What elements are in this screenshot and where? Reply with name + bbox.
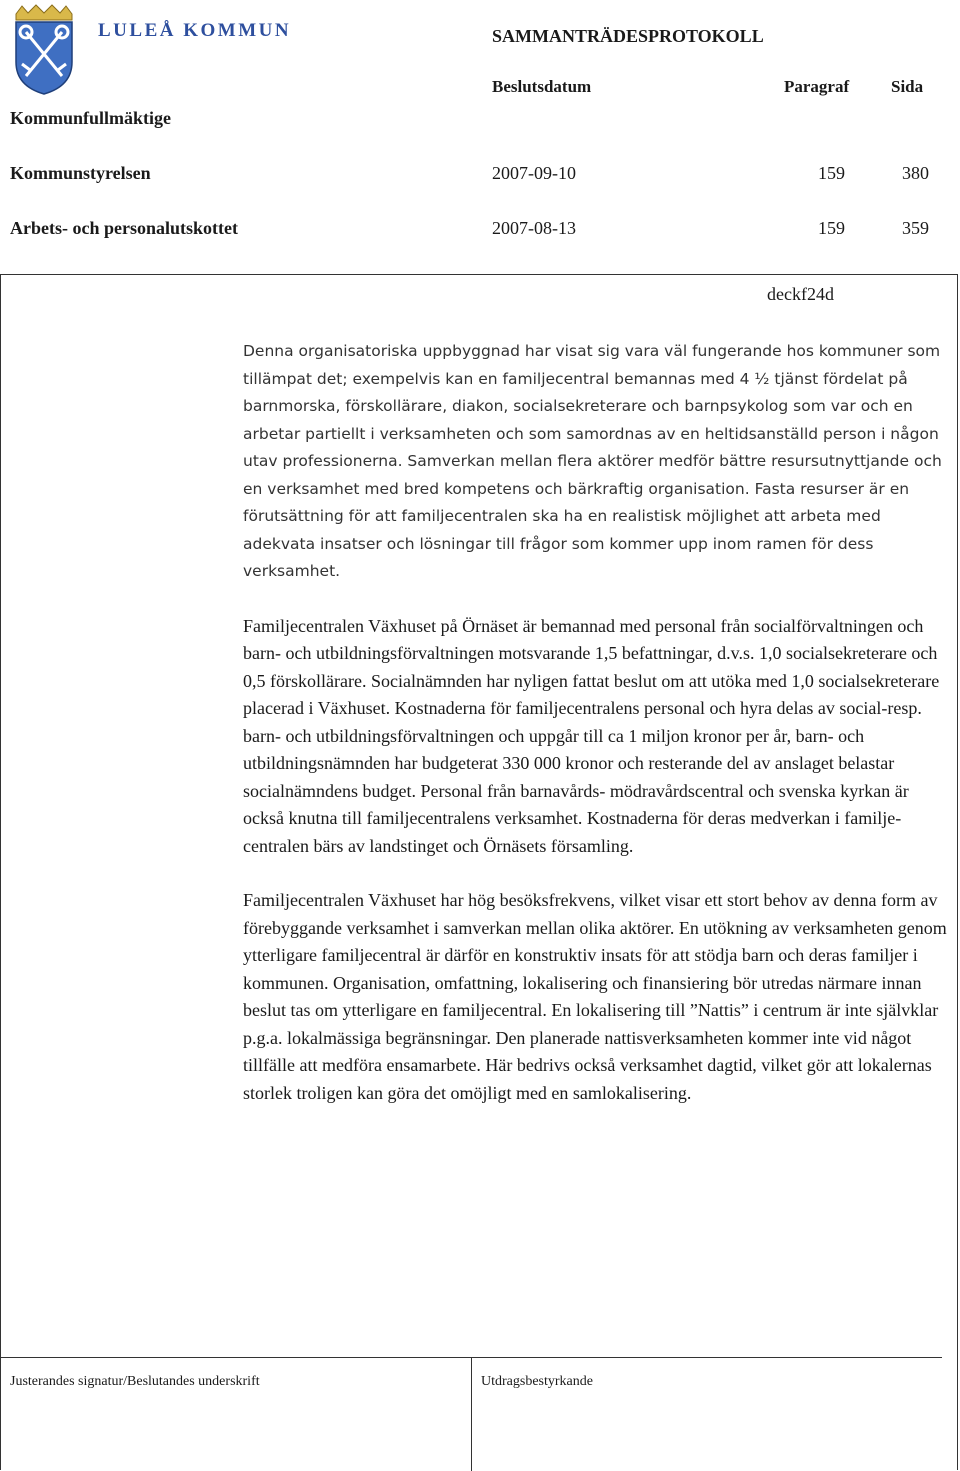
signature-field-label: Justerandes signatur/Beslutandes underskrift bbox=[10, 1374, 260, 1389]
meeting-row-name: Kommunstyrelsen bbox=[10, 163, 151, 183]
municipality-crest-logo bbox=[10, 4, 78, 96]
meeting-row-page: 359 bbox=[902, 218, 929, 238]
document-type-title: SAMMANTRÄDESPROTOKOLL bbox=[492, 26, 764, 46]
paragraph-organisation: Denna organisatoriska uppbyggnad har visat sig vara väl fungerande hos kommuner som tillämpat det; exempelvis kan en familjecentral bemannas med 4 ½ tjänst fördelat på barnmorska, förskollärare, diakon, socialsekreterare och barnpsykolog som var och en arbetar partiellt i verksamheten och som samordnas av en heltidsanställd person i någon utav professionerna. Samverkan mellan flera aktörer medför bättre resursutnyttjande och en verksamhet med bred kompetens och bärkraftig organisation. Fasta resurser är en förutsättning för att familjecentralen ska ha en realistisk möjlighet att arbeta med adekvata insatser och lösningar till frågor som kommer upp inom ramen för dess verksamhet. bbox=[243, 342, 942, 580]
organization-name: LULEÅ KOMMUN bbox=[98, 20, 292, 41]
paragraph-staffing: Familjecentralen Växhuset på Örnäset är bemannad med personal från socialförvaltningen och barn- och utbildningsförvaltningen motsvarande 1,5 befattningar, d.v.s. 1,0 socialsekreterare och 0,5 förskollärare. Socialnämnden har nyligen fattat beslut om att utöka med 1,0 socialsekreterare placerad i Växhuset. Kostnaderna för familjecentralens personal och hyra delas av social-resp. barn- och utbildningsförvaltningen och uppgår till ca 1 miljon kronor per år, barn- och utbildningsnämnden har budgeterat 330 000 kronor och resterande del av anslaget belastar socialnämndens budget. Personal från barnavårds- mödravårdscentral och svenska kyrkan är också knutna till familjecentralens verksamhet. Kostnaderna för deras medverkan i familje-centralen bärs av landstinget och Örnäsets församling. bbox=[243, 615, 940, 856]
meeting-row-page: 380 bbox=[902, 163, 929, 183]
column-header-date: Beslutsdatum bbox=[492, 77, 592, 96]
paragraph-expansion: Familjecentralen Växhuset har hög besöksfrekvens, vilket visar ett stort behov av denna form av förebyggande verksamhet i samverkan mellan olika aktörer. En utökning av verksamheten genom ytterligare familjecentral är därför en konstruktiv insats för att stödja barn och deras familjer i kommunen. Organisation, omfattning, lokalisering och finansiering bör utredas närmare innan beslut tas om ytterligare en familjecentral. En lokalisering till ”Nattis” i centrum är inte självklar p.g.a. lokalmässiga begränsningar. Den planerade nattisverksamheten kommer inte vid något tillfälle att medföra ensamarbete. Här bedrivs också verksamhet dagtid, vilket gör att lokalernas storlek troligen kan göra det omöjligt med en samlokalisering. bbox=[243, 890, 947, 1103]
certification-field-label: Utdragsbestyrkande bbox=[481, 1374, 593, 1389]
meeting-row-paragraph: 159 bbox=[818, 163, 845, 183]
meeting-row-name: Arbets- och personalutskottet bbox=[10, 218, 238, 238]
meeting-row-date: 2007-08-13 bbox=[492, 218, 576, 238]
column-header-paragraph: Paragraf bbox=[784, 77, 850, 96]
governing-body-label: Kommunfullmäktige bbox=[10, 108, 172, 128]
meeting-row-paragraph: 159 bbox=[818, 218, 845, 238]
document-code: deckf24d bbox=[767, 284, 834, 304]
document-content bbox=[243, 338, 953, 1107]
crest-icon bbox=[10, 4, 78, 96]
column-header-page: Sida bbox=[891, 77, 924, 96]
footer-divider bbox=[471, 1357, 472, 1471]
meeting-row-date: 2007-09-10 bbox=[492, 163, 576, 183]
